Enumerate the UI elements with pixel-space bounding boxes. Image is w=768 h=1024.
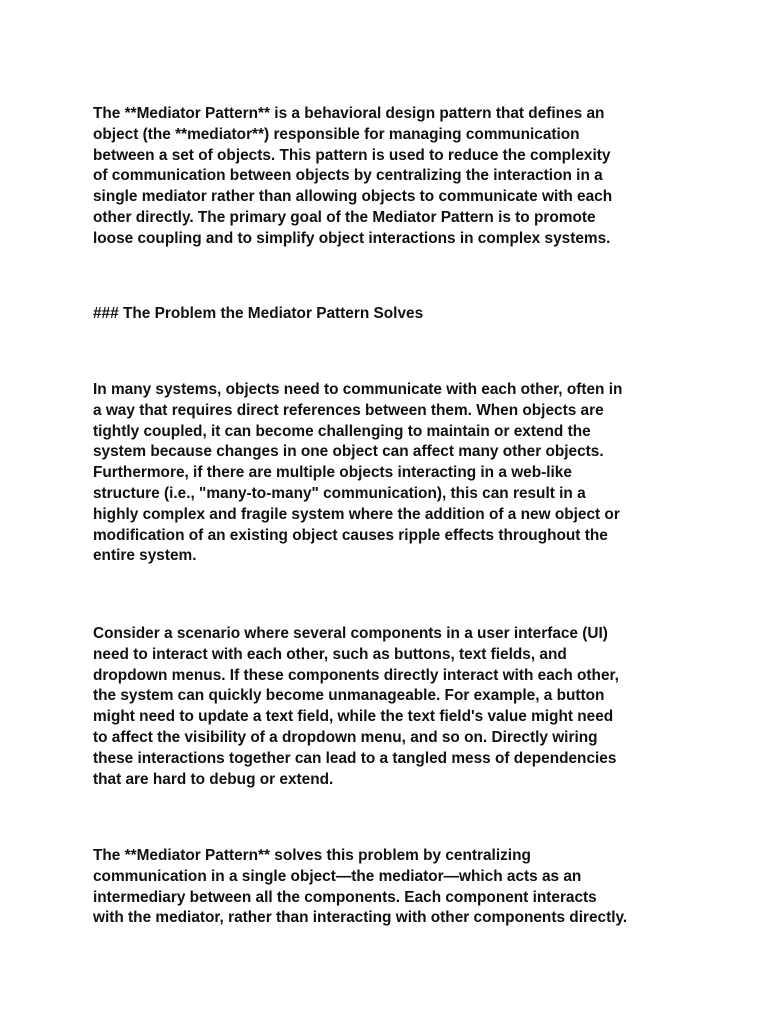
paragraph-line: In many systems, objects need to communicate with each other, often in: [93, 381, 623, 398]
paragraph-line: tightly coupled, it can become challenging to maintain or extend the: [93, 422, 591, 440]
paragraph-line: system because changes in one object can affect many other objects.: [93, 443, 604, 461]
paragraph-line: might need to update a text field, while the text field's value might need: [93, 708, 614, 726]
heading-text: ### The Problem the Mediator Pattern Solves: [93, 305, 424, 322]
paragraph-line: loose coupling and to simplify object interactions in complex systems.: [93, 229, 611, 247]
paragraph-line: of communication between objects by centralizing the interaction in a: [93, 167, 603, 185]
paragraph-line: to affect the visibility of a dropdown menu, and so on. Directly wiring: [93, 728, 598, 746]
paragraph-solution: [93, 846, 693, 929]
paragraph-problem: [93, 380, 693, 567]
paragraph-line: dropdown menus. If these components directly interact with each other,: [93, 666, 619, 684]
paragraph-line: with the mediator, rather than interacting with other components directly.: [93, 909, 628, 927]
section-heading: [93, 304, 693, 325]
paragraph-line: entire system.: [93, 547, 197, 565]
paragraph-line: that are hard to debug or extend.: [93, 770, 334, 788]
paragraph-line: these interactions together can lead to a tangled mess of dependencies: [93, 749, 617, 767]
paragraph-line: intermediary between all the components. Each component interacts: [93, 888, 597, 906]
paragraph-line: The **Mediator Pattern** is a behavioral design pattern that defines an: [93, 105, 605, 122]
paragraph-line: highly complex and fragile system where the addition of a new object or: [93, 505, 620, 523]
paragraph-line: between a set of objects. This pattern is used to reduce the complexity: [93, 146, 611, 164]
paragraph-line: structure (i.e., "many-to-many" communication), this can result in a: [93, 484, 586, 502]
paragraph-line: the system can quickly become unmanageable. For example, a button: [93, 687, 605, 705]
paragraph-line: Consider a scenario where several components in a user interface (UI): [93, 625, 608, 642]
paragraph-intro: [93, 104, 693, 250]
paragraph-line: The **Mediator Pattern** solves this problem by centralizing: [93, 847, 531, 864]
paragraph-line: other directly. The primary goal of the Mediator Pattern is to promote: [93, 208, 596, 226]
paragraph-line: communication in a single object—the mediator—which acts as an: [93, 867, 582, 885]
paragraph-line: Furthermore, if there are multiple objects interacting in a web-like: [93, 464, 572, 482]
paragraph-line: a way that requires direct references between them. When objects are: [93, 401, 604, 419]
paragraph-line: object (the **mediator**) responsible for managing communication: [93, 125, 580, 143]
paragraph-scenario: [93, 624, 693, 790]
paragraph-line: single mediator rather than allowing objects to communicate with each: [93, 188, 613, 206]
paragraph-line: modification of an existing object causes ripple effects throughout the: [93, 526, 608, 544]
paragraph-line: need to interact with each other, such as buttons, text fields, and: [93, 645, 567, 663]
